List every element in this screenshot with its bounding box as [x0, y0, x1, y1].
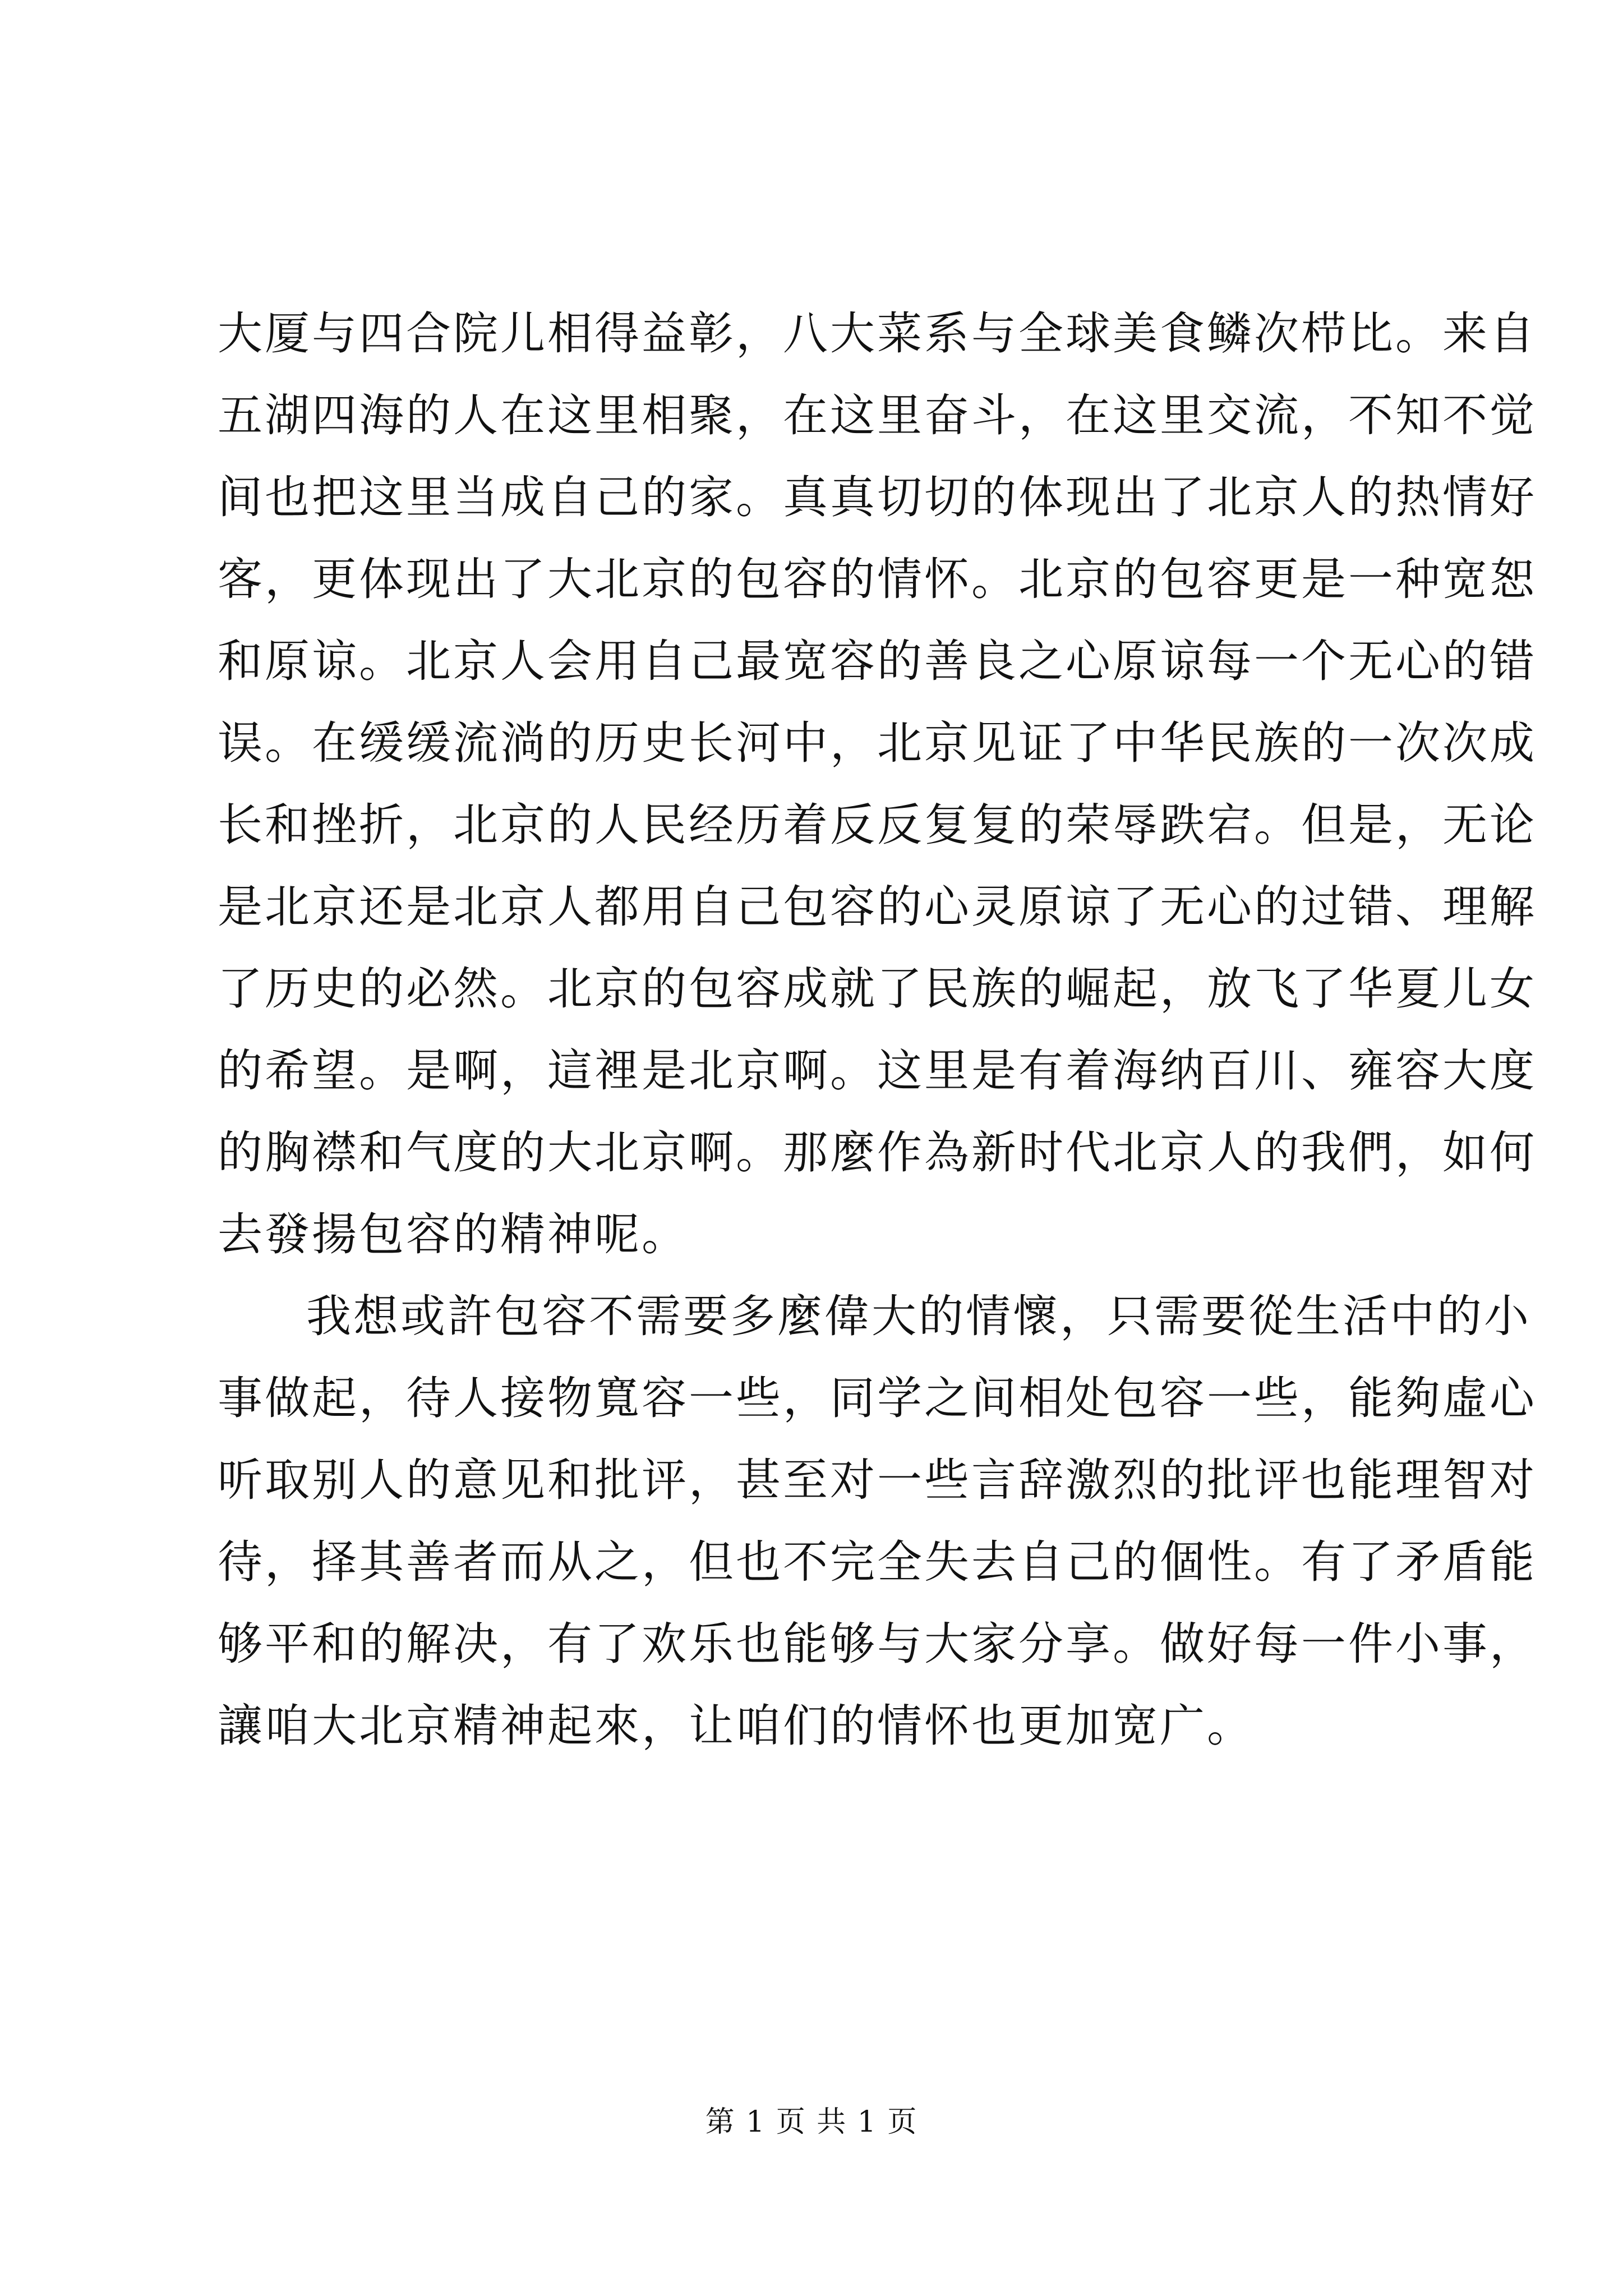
- text-line: 客，更体现出了大北京的包容的情怀。北京的包容更是一种宽恕: [218, 553, 1537, 605]
- text-line: 是北京还是北京人都用自己包容的心灵原谅了无心的过错、理解: [218, 881, 1537, 933]
- body-text: [218, 293, 1537, 1767]
- text-line: 讓咱大北京精神起來，让咱们的情怀也更加宽广。: [218, 1700, 1254, 1752]
- text-line: 大厦与四合院儿相得益彰，八大菜系与全球美食鳞次栉比。来自: [218, 307, 1537, 360]
- text-line: 五湖四海的人在这里相聚，在这里奋斗，在这里交流，不知不觉: [218, 389, 1537, 441]
- paragraph-2: [218, 1276, 1537, 1767]
- text-line: 待，择其善者而从之，但也不完全失去自己的個性。有了矛盾能: [218, 1536, 1537, 1588]
- page-number-footer: 第 1 页 共 1 页: [705, 2105, 918, 2139]
- text-line: 我想或許包容不需要多麼偉大的情懷，只需要從生活中的小: [306, 1290, 1531, 1342]
- text-line: 的胸襟和气度的大北京啊。那麼作為新时代北京人的我們，如何: [218, 1126, 1537, 1179]
- text-line: 去發揚包容的精神呢。: [218, 1208, 689, 1260]
- paragraph-1: [218, 293, 1537, 1276]
- text-line: 了历史的必然。北京的包容成就了民族的崛起，放飞了华夏儿女: [218, 963, 1537, 1015]
- text-line: 间也把这里当成自己的家。真真切切的体现出了北京人的热情好: [218, 471, 1537, 523]
- text-line: 和原谅。北京人会用自己最宽容的善良之心原谅每一个无心的错: [218, 635, 1537, 687]
- text-line: 的希望。是啊，這裡是北京啊。这里是有着海纳百川、雍容大度: [218, 1045, 1537, 1097]
- text-line: 够平和的解决，有了欢乐也能够与大家分享。做好每一件小事，: [218, 1618, 1537, 1670]
- text-line: 事做起，待人接物寬容一些，同学之间相处包容一些，能夠虛心: [218, 1372, 1537, 1424]
- text-line: 听取别人的意见和批评，甚至对一些言辞激烈的批评也能理智对: [218, 1454, 1537, 1506]
- text-line: 长和挫折，北京的人民经历着反反复复的荣辱跌宕。但是，无论: [218, 799, 1537, 851]
- text-line: 误。在缓缓流淌的历史长河中，北京见证了中华民族的一次次成: [218, 717, 1537, 769]
